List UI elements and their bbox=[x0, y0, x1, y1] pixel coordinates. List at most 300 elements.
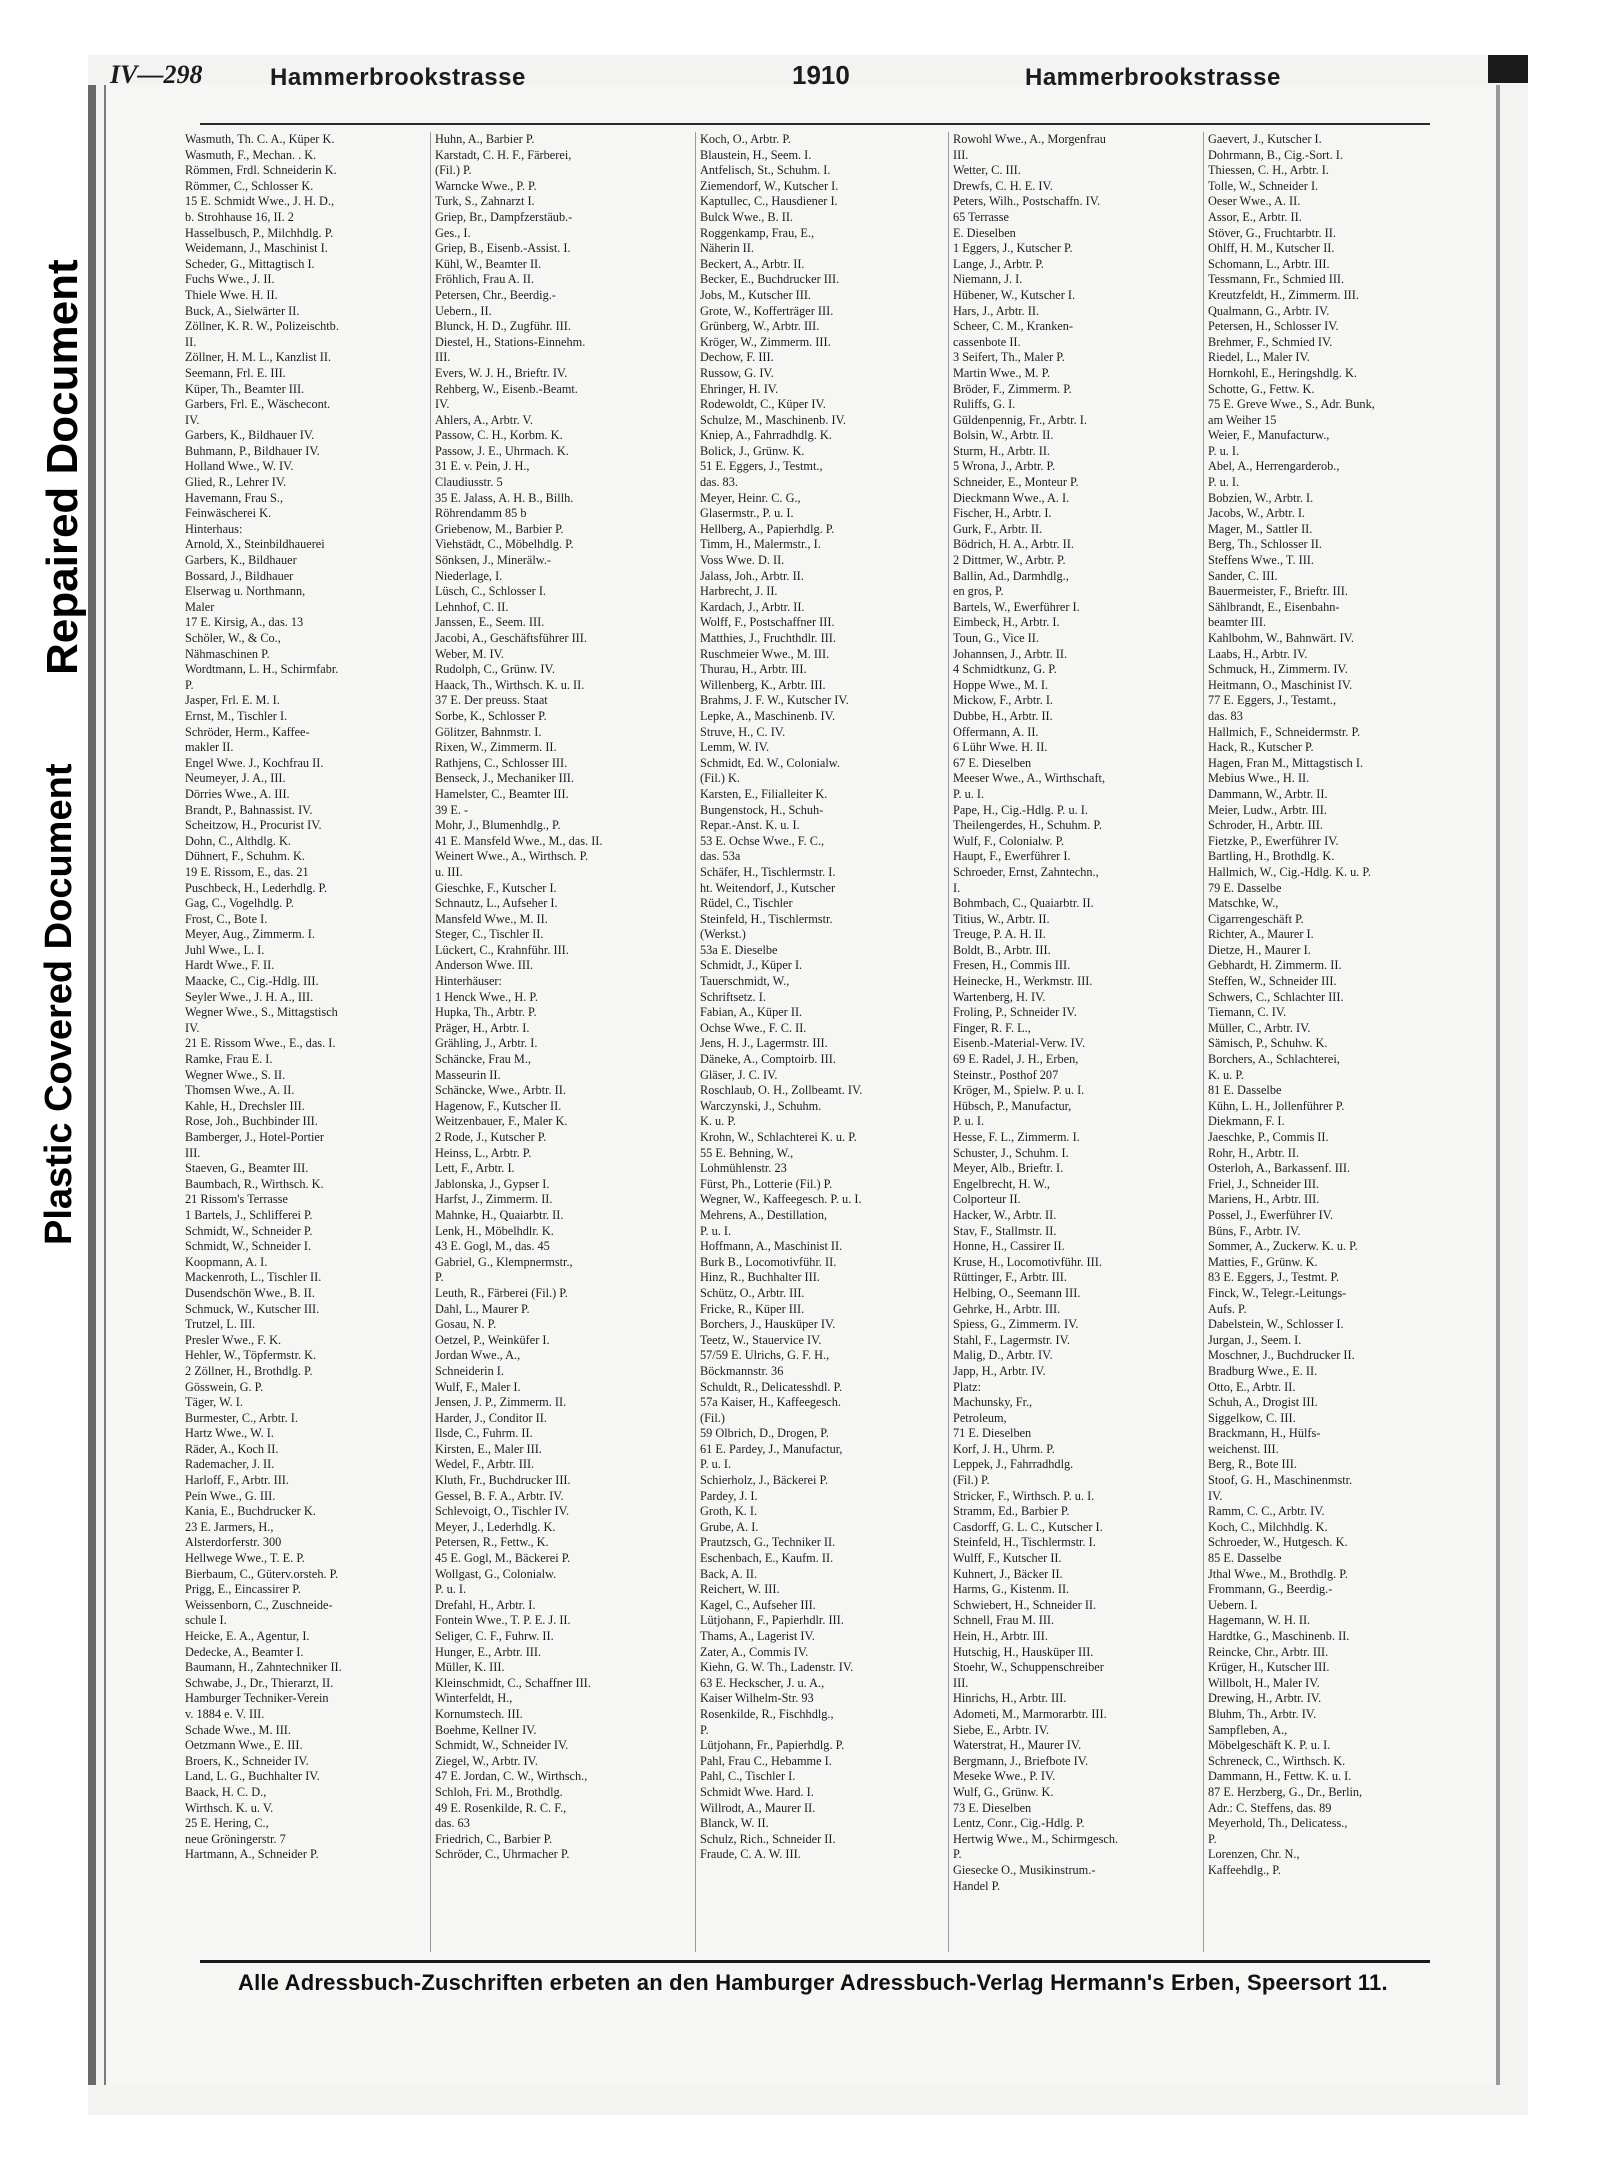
directory-entry-line: (Fil.) P. bbox=[953, 1473, 990, 1488]
directory-entry-line: Bröder, F., Zimmerm. P. bbox=[953, 381, 1072, 396]
directory-entry-line: weichenst. III. bbox=[1208, 1441, 1279, 1456]
directory-entry-line: Meyerhold, Th., Delicatess., bbox=[1208, 1816, 1348, 1831]
directory-entry-line: Benseck, J., Mechaniker III. bbox=[435, 771, 574, 786]
directory-entry-line: Dietze, H., Maurer I. bbox=[1208, 942, 1311, 957]
directory-entry-line: Willrodt, A., Maurer II. bbox=[700, 1800, 816, 1815]
directory-entry-line: Maler bbox=[185, 599, 215, 614]
directory-entry-line: Drewfs, C. H. E. IV. bbox=[953, 178, 1053, 193]
directory-entry-line: Giesecke O., Musikinstrum.- bbox=[953, 1862, 1096, 1877]
directory-entry-line: Bluhm, Th., Arbtr. IV. bbox=[1208, 1706, 1317, 1721]
directory-entry-line: Küper, Th., Beamter III. bbox=[185, 381, 305, 396]
directory-entry-line: 87 E. Herzberg, G., Dr., Berlin, bbox=[1208, 1784, 1363, 1799]
directory-entry-line: Hertwig Wwe., M., Schirmgesch. bbox=[953, 1831, 1119, 1846]
directory-entry-line: Sturm, H., Arbtr. II. bbox=[953, 443, 1051, 458]
directory-entry-line: Holland Wwe., W. IV. bbox=[185, 459, 294, 474]
directory-entry-line: Böckmannstr. 36 bbox=[700, 1363, 784, 1378]
directory-entry-line: Dieckmann Wwe., A. I. bbox=[953, 490, 1070, 505]
directory-entry-line: Schulze, M., Maschinenb. IV. bbox=[700, 412, 846, 427]
directory-entry-line: 51 E. Eggers, J., Testmt., bbox=[700, 459, 823, 474]
directory-entry-line: Heitmann, O., Maschinist IV. bbox=[1208, 677, 1353, 692]
directory-entry-line: Evers, W. J. H., Brieftr. IV. bbox=[435, 365, 568, 380]
directory-entry-line: Schmidt, W., Schneider IV. bbox=[435, 1738, 569, 1753]
directory-entry-line: Schwabe, J., Dr., Thierarzt, II. bbox=[185, 1675, 334, 1690]
directory-entry-line: Jensen, J. P., Zimmerm. II. bbox=[435, 1395, 567, 1410]
directory-entry-line: Harfst, J., Zimmerm. II. bbox=[435, 1192, 553, 1207]
street-heading-left: Hammerbrookstrasse bbox=[270, 64, 526, 91]
directory-entry-line: Puschbeck, H., Lederhdlg. P. bbox=[185, 880, 328, 895]
directory-entry-line: v. 1884 e. V. III. bbox=[185, 1706, 265, 1721]
directory-entry-line: Hornkohl, E., Heringshdlg. K. bbox=[1208, 365, 1357, 380]
directory-entry-line: Bauermeister, F., Brieftr. III. bbox=[1208, 584, 1348, 599]
directory-entry-line: Schomann, L., Arbtr. III. bbox=[1208, 256, 1330, 271]
directory-entry-line: Scheer, C. M., Kranken- bbox=[953, 319, 1074, 334]
directory-entry-line: Abel, A., Herrengarderob., bbox=[1208, 459, 1340, 474]
directory-entry-line: Bödrich, H. A., Arbtr. II. bbox=[953, 537, 1074, 552]
publisher-footer: Alle Adressbuch-Zuschriften erbeten an den Hamburger Adressbuch-Verlag Hermann's Erben, Speersort 11. bbox=[238, 1970, 1388, 1995]
directory-entry-line: Friel, J., Schneider III. bbox=[1208, 1176, 1319, 1191]
directory-entry-line: Scheitzow, H., Procurist IV. bbox=[185, 818, 322, 833]
directory-entry-line: Jalass, Joh., Arbtr. II. bbox=[700, 568, 804, 583]
directory-entry-line: Bergmann, J., Briefbote IV. bbox=[953, 1753, 1089, 1768]
directory-entry-line: Kaiser Wilhelm-Str. 93 bbox=[700, 1691, 814, 1706]
directory-entry-line: Wegner Wwe., S., Mittagstisch bbox=[185, 1005, 338, 1020]
directory-entry-line: Jordan Wwe., A., bbox=[435, 1348, 521, 1363]
directory-entry-line: Fabian, A., Küper II. bbox=[700, 1005, 803, 1020]
directory-entry-line: Moschner, J., Buchdrucker II. bbox=[1208, 1348, 1355, 1363]
directory-entry-line: P. bbox=[435, 1270, 444, 1285]
directory-entry-line: 61 E. Pardey, J., Manufactur, bbox=[700, 1441, 843, 1456]
directory-entry-line: Schroder, H., Arbtr. III. bbox=[1208, 818, 1323, 833]
directory-entry-line: Buhmann, P., Bildhauer IV. bbox=[185, 443, 320, 458]
directory-entry-line: Kaffeehdlg., P. bbox=[1208, 1862, 1281, 1877]
directory-entry-line: Rüdel, C., Tischler bbox=[700, 896, 793, 911]
directory-entry-line: Blunck, H. D., Zugführ. III. bbox=[435, 319, 571, 334]
directory-entry-line: Baumann, H., Zahntechniker II. bbox=[185, 1660, 342, 1675]
directory-entry-line: Blaustein, H., Seem. I. bbox=[700, 147, 812, 162]
directory-entry-line: Steger, C., Tischler II. bbox=[435, 927, 544, 942]
directory-entry-line: Sander, C. III. bbox=[1208, 568, 1278, 583]
directory-entry-line: Schlevoigt, O., Tischler IV. bbox=[435, 1504, 570, 1519]
directory-entry-line: 35 E. Jalass, A. H. B., Billh. bbox=[435, 490, 574, 505]
directory-entry-line: Schnautz, L., Aufseher I. bbox=[435, 896, 558, 911]
directory-entry-line: Matthies, J., Fruchthdlr. III. bbox=[700, 631, 836, 645]
directory-entry-line: K. u. P. bbox=[1208, 1067, 1244, 1082]
directory-entry-line: Beckert, A., Arbtr. II. bbox=[700, 256, 805, 271]
directory-entry-line: Casdorff, G. L. C., Kutscher I. bbox=[953, 1519, 1103, 1534]
directory-entry-line: Lentz, Conr., Cig.-Hdlg. P. bbox=[953, 1816, 1085, 1831]
directory-entry-line: Hübener, W., Kutscher I. bbox=[953, 287, 1076, 302]
directory-entry-line: Gabriel, G., Klempnermstr., bbox=[435, 1254, 573, 1269]
directory-entry-line: Weidemann, J., Maschinist I. bbox=[185, 241, 328, 256]
footer-rule bbox=[200, 1960, 1430, 1963]
directory-entry-line: Präger, H., Arbtr. I. bbox=[435, 1020, 530, 1035]
directory-entry-line: Schäfer, H., Tischlermstr. I. bbox=[700, 864, 836, 879]
directory-entry-line: III. bbox=[953, 1675, 969, 1690]
directory-entry-line: Machunsky, Fr., bbox=[953, 1395, 1033, 1410]
directory-entry-line: Hinterhaus: bbox=[185, 521, 243, 536]
directory-entry-line: Berg, R., Bote III. bbox=[1208, 1457, 1297, 1472]
directory-entry-line: 79 E. Dasselbe bbox=[1208, 880, 1282, 895]
directory-entry-line: Lenk, H., Möbelhdlr. K. bbox=[435, 1223, 554, 1238]
directory-entry-line: Korf, J. H., Uhrm. P. bbox=[953, 1441, 1055, 1456]
directory-entry-line: Tessmann, Fr., Schmied III. bbox=[1208, 272, 1345, 287]
repaired-document-label: Repaired Document bbox=[38, 259, 87, 675]
directory-entry-line: Seliger, C. F., Fuhrw. II. bbox=[435, 1629, 554, 1643]
directory-entry-line: Kirsten, E., Maler III. bbox=[435, 1441, 542, 1456]
directory-entry-line: Lange, J., Arbtr. P. bbox=[953, 256, 1044, 271]
directory-entry-line: Aufs. P. bbox=[1208, 1301, 1247, 1316]
directory-entry-line: Gosau, N. P. bbox=[435, 1317, 497, 1332]
header-rule bbox=[200, 123, 1430, 125]
directory-entry-line: Hesse, F. L., Zimmerm. I. bbox=[953, 1130, 1080, 1144]
directory-entry-line: Buck, A., Sielwärter II. bbox=[185, 303, 300, 318]
directory-entry-line: Hamelster, C., Beamter III. bbox=[435, 786, 569, 801]
directory-entry-line: Brackmann, H., Hülfs- bbox=[1208, 1426, 1321, 1441]
column-divider bbox=[695, 132, 696, 1952]
directory-entry-line: 59 Olbrich, D., Drogen, P. bbox=[700, 1426, 829, 1441]
directory-entry-line: Timm, H., Malermstr., I. bbox=[700, 537, 821, 552]
directory-entry-line: 55 E. Behning, W., bbox=[700, 1145, 794, 1160]
directory-entry-line: 57a Kaiser, H., Kaffeegesch. bbox=[700, 1395, 841, 1410]
page-header bbox=[110, 60, 1440, 110]
directory-entry-line: Reichert, W. III. bbox=[700, 1582, 780, 1597]
directory-entry-line: Grünberg, W., Arbtr. III. bbox=[700, 319, 820, 334]
directory-entry-line: Gläser, J. C. IV. bbox=[700, 1067, 778, 1082]
directory-entry-line: Heinss, L., Arbtr. P. bbox=[435, 1145, 532, 1160]
directory-entry-line: Willenberg, K., Arbtr. III. bbox=[700, 677, 826, 692]
directory-entry-line: Dabelstein, W., Schlosser I. bbox=[1208, 1317, 1344, 1332]
directory-entry-line: Neumeyer, J. A., III. bbox=[185, 771, 286, 786]
directory-entry-line: 83 E. Eggers, J., Testmt. P. bbox=[1208, 1270, 1340, 1285]
directory-entry-line: Kardach, J., Arbtr. II. bbox=[700, 599, 805, 614]
directory-entry-line: Garbers, Frl. E., Wäschecont. bbox=[185, 397, 331, 412]
directory-entry-line: Colporteur II. bbox=[953, 1192, 1021, 1207]
directory-entry-line: Möbelgeschäft K. P. u. I. bbox=[1208, 1738, 1331, 1753]
directory-entry-line: Platz: bbox=[953, 1379, 982, 1394]
directory-entry-line: Sählbrandt, E., Eisenbahn- bbox=[1208, 599, 1340, 614]
directory-entry-line: Schütz, O., Arbtr. III. bbox=[700, 1285, 805, 1300]
directory-entry-line: Wasmuth, F., Mechan. . K. bbox=[185, 147, 317, 162]
directory-entry-line: b. Strohhause 16, II. 2 bbox=[185, 209, 294, 224]
directory-entry-line: (Fil.) bbox=[700, 1410, 725, 1425]
directory-entry-line: Ruliffs, G. I. bbox=[953, 397, 1016, 412]
directory-entry-line: Feinwäscherei K. bbox=[185, 506, 272, 521]
directory-entry-line: 47 E. Jordan, C. W., Wirthsch., bbox=[435, 1769, 588, 1784]
directory-entry-line: Rohr, H., Arbtr. II. bbox=[1208, 1145, 1300, 1160]
directory-entry-line: Ruschmeier Wwe., M. III. bbox=[700, 646, 830, 661]
directory-entry-line: neue Gröningerstr. 7 bbox=[185, 1831, 286, 1846]
directory-entry-line: II. bbox=[185, 334, 197, 349]
directory-entry-line: Bolick, J., Grünw. K. bbox=[700, 443, 805, 458]
directory-entry-line: Gösswein, G. P. bbox=[185, 1379, 264, 1394]
directory-entry-line: Prigg, E., Eincassirer P. bbox=[185, 1582, 301, 1597]
directory-entry-line: Engelbrecht, H. W., bbox=[953, 1176, 1050, 1191]
directory-entry-line: Garbers, K., Bildhauer bbox=[185, 553, 297, 568]
directory-entry-line: Schuh, A., Drogist III. bbox=[1208, 1395, 1318, 1410]
directory-entry-line: Bradburg Wwe., E. II. bbox=[1208, 1363, 1318, 1378]
plastic-covered-label: Plastic Covered Document bbox=[38, 763, 80, 1245]
directory-entry-line: Hehler, W., Töpfermstr. K. bbox=[185, 1348, 317, 1363]
directory-entry-line: Seyler Wwe., J. H. A., III. bbox=[185, 989, 314, 1004]
directory-entry-line: Eisenb.-Material-Verw. IV. bbox=[953, 1036, 1086, 1051]
directory-entry-line: Masseurin II. bbox=[435, 1067, 501, 1082]
directory-entry-line: Hinz, R., Buchhalter III. bbox=[700, 1270, 820, 1285]
directory-entry-line: 4 Schmidtkunz, G. P. bbox=[953, 662, 1057, 677]
year-heading: 1910 bbox=[792, 60, 850, 90]
directory-entry-line: Kröger, M., Spielw. P. u. I. bbox=[953, 1083, 1085, 1098]
directory-entry-line: Hinrichs, H., Arbtr. III. bbox=[953, 1691, 1067, 1706]
directory-entry-line: Jens, H. J., Lagermstr. III. bbox=[700, 1036, 828, 1051]
directory-entry-line: Zöllner, K. R. W., Polizeischtb. bbox=[185, 319, 339, 334]
directory-entry-line: Alsterdorferstr. 300 bbox=[185, 1535, 282, 1550]
directory-entry-line: Meyer, Alb., Brieftr. I. bbox=[953, 1161, 1064, 1176]
directory-entry-line: Lehnhof, C. II. bbox=[435, 599, 509, 614]
directory-entry-line: Ramke, Frau E. I. bbox=[185, 1052, 273, 1067]
directory-entry-line: Rehberg, W., Eisenb.-Beamt. bbox=[435, 381, 578, 396]
directory-entry-line: Titius, W., Arbtr. II. bbox=[953, 911, 1050, 926]
directory-entry-line: Fraude, C. A. W. III. bbox=[700, 1847, 801, 1862]
directory-entry-line: Bamberger, J., Hotel-Portier bbox=[185, 1130, 324, 1144]
directory-entry-line: Osterloh, A., Barkassenf. III. bbox=[1208, 1161, 1351, 1176]
directory-entry-line: Pahl, Frau C., Hebamme I. bbox=[700, 1753, 832, 1768]
directory-entry-line: Wulf, F., Colonialw. P. bbox=[953, 833, 1065, 848]
directory-entry-line: Martin Wwe., M. P. bbox=[953, 365, 1051, 380]
directory-entry-line: Ballin, Ad., Darmhdlg., bbox=[953, 568, 1069, 583]
directory-entry-line: Rüttinger, F., Arbtr. III. bbox=[953, 1270, 1067, 1285]
directory-entry-line: Bartels, W., Ewerführer I. bbox=[953, 599, 1080, 614]
directory-entry-line: Krüger, H., Kutscher III. bbox=[1208, 1660, 1330, 1675]
directory-entry-line: 43 E. Gogl, M., das. 45 bbox=[435, 1239, 550, 1254]
directory-entry-line: Tolle, W., Schneider I. bbox=[1208, 178, 1319, 193]
directory-entry-line: Ohlff, H. M., Kutscher II. bbox=[1208, 241, 1335, 256]
directory-entry-line: Bossard, J., Bildhauer bbox=[185, 568, 294, 583]
directory-entry-line: Hoppe Wwe., M. I. bbox=[953, 677, 1049, 692]
directory-entry-line: Gurk, F., Arbtr. II. bbox=[953, 521, 1043, 536]
directory-entry-line: Schroeder, Ernst, Zahntechn., bbox=[953, 864, 1099, 879]
directory-entry-line: Rudolph, C., Grünw. IV. bbox=[435, 662, 555, 677]
directory-entry-line: P. u. I. bbox=[700, 1223, 732, 1238]
directory-entry-line: Leppek, J., Fahrradhdlg. bbox=[953, 1457, 1074, 1472]
directory-entry-line: 2 Rode, J., Kutscher P. bbox=[435, 1130, 547, 1144]
street-heading-right: Hammerbrookstrasse bbox=[1025, 64, 1281, 91]
directory-entry-line: Mebius Wwe., H. II. bbox=[1208, 771, 1310, 786]
directory-entry-line: Hars, J., Arbtr. II. bbox=[953, 303, 1040, 318]
directory-entry-line: Johannsen, J., Arbtr. II. bbox=[953, 646, 1068, 661]
directory-entry-line: Röhrendamm 85 b bbox=[435, 506, 527, 521]
directory-entry-line: Meyer, Aug., Zimmerm. I. bbox=[185, 927, 315, 942]
directory-entry-line: Spiess, G., Zimmerm. IV. bbox=[953, 1317, 1079, 1332]
directory-entry-line: Mickow, F., Arbtr. I. bbox=[953, 693, 1054, 708]
directory-entry-line: Reincke, Chr., Arbtr. III. bbox=[1208, 1644, 1329, 1659]
directory-entry-line: Steinfeld, H., Tischlermstr. I. bbox=[953, 1535, 1096, 1550]
directory-entry-line: Willbolt, H., Maler IV. bbox=[1208, 1675, 1320, 1690]
directory-entry-line: Thomsen Wwe., A. II. bbox=[185, 1083, 295, 1098]
directory-entry-line: Rademacher, J. II. bbox=[185, 1457, 275, 1472]
directory-entry-line: Ernst, M., Tischler I. bbox=[185, 708, 288, 723]
directory-entry-line: Wulff, F., Kutscher II. bbox=[953, 1551, 1062, 1566]
directory-entry-line: P. u. I. bbox=[700, 1457, 732, 1472]
directory-entry-line: Meyer, Heinr. C. G., bbox=[700, 490, 801, 505]
directory-entry-line: Müller, K. III. bbox=[435, 1660, 505, 1675]
directory-entry-line: Griep, Br., Dampfzerstäub.- bbox=[435, 209, 573, 224]
directory-entry-line: Kreutzfeldt, H., Zimmerm. III. bbox=[1208, 287, 1359, 302]
directory-entry-line: Dammann, W., Arbtr. II. bbox=[1208, 786, 1328, 801]
directory-entry-line: Koch, O., Arbtr. P. bbox=[700, 132, 791, 146]
directory-entry-line: E. Dieselben bbox=[953, 225, 1016, 240]
directory-entry-line: Finger, R. F. L., bbox=[953, 1020, 1031, 1035]
directory-entry-line: Fricke, R., Küper III. bbox=[700, 1301, 805, 1316]
directory-entry-line: K. u. P. bbox=[700, 1114, 736, 1129]
directory-entry-line: Uebern., II. bbox=[435, 303, 492, 318]
directory-entry-line: Lett, F., Arbtr. I. bbox=[435, 1161, 515, 1176]
directory-entry-line: 65 Terrasse bbox=[953, 209, 1009, 224]
directory-entry-line: Garbers, K., Bildhauer IV. bbox=[185, 428, 315, 443]
directory-entry-line: P. bbox=[953, 1847, 962, 1862]
directory-entry-line: 23 E. Jarmers, H., bbox=[185, 1519, 274, 1534]
directory-entry-line: Schäncke, Wwe., Arbtr. II. bbox=[435, 1083, 566, 1098]
directory-entry-line: Jablonska, J., Gypser I. bbox=[435, 1176, 550, 1191]
directory-entry-line: beamter III. bbox=[1208, 615, 1267, 630]
directory-entry-line: Kiehn, G. W. Th., Ladenstr. IV. bbox=[700, 1660, 854, 1675]
directory-entry-line: 1 Eggers, J., Kutscher P. bbox=[953, 241, 1073, 256]
directory-entry-line: Matschke, W., bbox=[1208, 896, 1279, 911]
directory-entry-line: Glasermstr., P. u. I. bbox=[700, 506, 794, 521]
directory-entry-line: Grote, W., Kofferträger III. bbox=[700, 303, 834, 318]
directory-entry-line: Müller, C., Arbtr. IV. bbox=[1208, 1020, 1311, 1035]
directory-entry-line: Cigarrengeschäft P. bbox=[1208, 911, 1304, 926]
directory-entry-line: Hinterhäuser: bbox=[435, 974, 502, 989]
directory-column-5 bbox=[1208, 132, 1436, 1883]
directory-entry-line: Zöllner, H. M. L., Kanzlist II. bbox=[185, 350, 332, 365]
directory-entry-line: Jurgan, J., Seem. I. bbox=[1208, 1332, 1302, 1347]
directory-entry-line: Staeven, G., Beamter III. bbox=[185, 1161, 309, 1176]
directory-entry-line: Anderson Wwe. III. bbox=[435, 958, 534, 973]
directory-entry-line: Lütjohann, F., Papierhdlr. III. bbox=[700, 1613, 844, 1628]
directory-entry-line: Dammann, H., Fettw. K. u. I. bbox=[1208, 1769, 1352, 1784]
directory-entry-line: das. 83 bbox=[1208, 708, 1243, 723]
directory-entry-line: Lemm, W. IV. bbox=[700, 740, 770, 755]
directory-entry-line: III. bbox=[953, 147, 969, 162]
directory-entry-line: Kluth, Fr., Buchdrucker III. bbox=[435, 1473, 571, 1488]
directory-entry-line: Hagenow, F., Kutscher II. bbox=[435, 1098, 562, 1113]
directory-entry-line: Ilsde, C., Fuhrm. II. bbox=[435, 1426, 533, 1441]
directory-entry-line: Näherin II. bbox=[700, 241, 754, 256]
directory-entry-line: Schneider, E., Monteur P. bbox=[953, 475, 1079, 490]
directory-entry-line: Bulck Wwe., B. II. bbox=[700, 209, 794, 224]
directory-entry-line: Hutschig, H., Hausküper III. bbox=[953, 1644, 1094, 1659]
directory-entry-line: Waterstrat, H., Maurer IV. bbox=[953, 1738, 1082, 1753]
directory-entry-line: Kleinschmidt, C., Schaffner III. bbox=[435, 1675, 591, 1690]
directory-entry-line: Meseke Wwe., P. IV. bbox=[953, 1769, 1056, 1784]
directory-entry-line: Weier, F., Manufacturw., bbox=[1208, 428, 1330, 443]
directory-entry-line: Dubbe, H., Arbtr. II. bbox=[953, 708, 1053, 723]
directory-entry-line: Güldenpennig, Fr., Arbtr. I. bbox=[953, 412, 1087, 427]
directory-entry-line: Schäncke, Frau M., bbox=[435, 1052, 531, 1067]
directory-entry-line: Stoehr, W., Schuppenschreiber bbox=[953, 1660, 1104, 1675]
directory-entry-line: Bartling, H., Brothdlg. K. bbox=[1208, 849, 1335, 864]
directory-entry-line: Jaeschke, P., Commis II. bbox=[1208, 1130, 1329, 1144]
directory-entry-line: Ahlers, A., Arbtr. V. bbox=[435, 412, 533, 427]
directory-entry-line: Schröder, Herm., Kaffee- bbox=[185, 724, 310, 739]
directory-entry-line: Hellwege Wwe., T. E. P. bbox=[185, 1551, 305, 1566]
directory-entry-line: Peters, Wilh., Postschaffn. IV. bbox=[953, 194, 1101, 209]
directory-entry-line: 41 E. Mansfeld Wwe., M., das. II. bbox=[435, 833, 603, 848]
directory-entry-line: 17 E. Kirsig, A., das. 13 bbox=[185, 615, 304, 630]
directory-entry-line: 69 E. Radel, J. H., Erben, bbox=[953, 1052, 1079, 1067]
directory-entry-line: Räder, A., Koch II. bbox=[185, 1441, 279, 1456]
directory-entry-line: Leuth, R., Färberei (Fil.) P. bbox=[435, 1285, 568, 1300]
directory-entry-line: Lückert, C., Krahnführ. III. bbox=[435, 942, 569, 957]
directory-entry-line: Gaevert, J., Kutscher I. bbox=[1208, 132, 1322, 146]
directory-entry-line: Riedel, L., Maler IV. bbox=[1208, 350, 1310, 365]
directory-entry-line: Uebern. I. bbox=[1208, 1597, 1258, 1612]
directory-entry-line: Rose, Joh., Buchbinder III. bbox=[185, 1114, 318, 1129]
directory-entry-line: Schuldt, R., Delicatesshdl. P. bbox=[700, 1379, 843, 1394]
directory-entry-line: Sorbe, K., Schlosser P. bbox=[435, 708, 547, 723]
directory-entry-line: IV. bbox=[435, 397, 450, 412]
directory-entry-line: Warczynski, J., Schuhm. bbox=[700, 1098, 822, 1113]
directory-entry-line: Pein Wwe., G. III. bbox=[185, 1488, 276, 1503]
directory-entry-line: Koch, C., Milchhdlg. K. bbox=[1208, 1519, 1328, 1534]
directory-entry-line: P. u. I. bbox=[953, 1114, 985, 1129]
directory-entry-line: 57/59 E. Ulrichs, G. F. H., bbox=[700, 1348, 830, 1363]
directory-entry-line: Rixen, W., Zimmerm. II. bbox=[435, 740, 557, 755]
directory-entry-line: Mehrens, A., Destillation, bbox=[700, 1207, 828, 1222]
directory-entry-line: Diekmann, F. I. bbox=[1208, 1114, 1285, 1129]
directory-entry-line: Dohn, C., Althdlg. K. bbox=[185, 833, 291, 848]
directory-entry-line: Oetzmann Wwe., E. III. bbox=[185, 1738, 303, 1753]
directory-entry-line: 2 Dittmer, W., Arbtr. P. bbox=[953, 553, 1066, 568]
directory-entry-line: Eimbeck, H., Arbtr. I. bbox=[953, 615, 1060, 630]
directory-entry-line: Lohmühlenstr. 23 bbox=[700, 1161, 787, 1176]
directory-entry-line: Teetz, W., Stauervice IV. bbox=[700, 1332, 822, 1347]
directory-entry-line: Sämisch, P., Schuhw. K. bbox=[1208, 1036, 1328, 1051]
directory-entry-line: Schwiebert, H., Schneider II. bbox=[953, 1597, 1097, 1612]
directory-entry-line: Karstadt, C. H. F., Färberei, bbox=[435, 147, 572, 162]
directory-entry-line: Schroeder, W., Hutgesch. K. bbox=[1208, 1535, 1348, 1550]
directory-entry-line: Schriftsetz. I. bbox=[700, 989, 766, 1004]
directory-entry-line: Dahl, L., Maurer P. bbox=[435, 1301, 530, 1316]
directory-entry-line: IV. bbox=[1208, 1488, 1223, 1503]
directory-entry-line: Jacobs, W., Arbtr. I. bbox=[1208, 506, 1306, 521]
directory-entry-line: Fuchs Wwe., J. II. bbox=[185, 272, 275, 287]
directory-entry-line: III. bbox=[185, 1145, 201, 1160]
directory-entry-line: 5 Wrona, J., Arbtr. P. bbox=[953, 459, 1056, 474]
directory-entry-line: Adr.: C. Steffens, das. 89 bbox=[1208, 1800, 1332, 1815]
directory-entry-line: Helbing, O., Seemann III. bbox=[953, 1285, 1081, 1300]
directory-entry-line: Stramm, Ed., Barbier P. bbox=[953, 1504, 1070, 1519]
directory-entry-line: Schmuck, H., Zimmerm. IV. bbox=[1208, 662, 1348, 677]
directory-entry-line: 25 E. Hering, C., bbox=[185, 1816, 269, 1831]
directory-entry-line: das. 83. bbox=[700, 475, 738, 490]
directory-entry-line: Diestel, H., Stations-Einnehm. bbox=[435, 334, 586, 349]
directory-entry-line: Kania, E., Buchdrucker K. bbox=[185, 1504, 316, 1519]
directory-entry-line: Schulz, Rich., Schneider II. bbox=[700, 1831, 836, 1846]
directory-entry-line: Griebenow, M., Barbier P. bbox=[435, 521, 564, 536]
directory-entry-line: Winterfeldt, H., bbox=[435, 1691, 513, 1706]
directory-entry-line: Hartz Wwe., W. I. bbox=[185, 1426, 274, 1441]
directory-entry-line: Sönksen, J., Minerälw.- bbox=[435, 553, 552, 568]
directory-entry-line: Dedecke, A., Beamter I. bbox=[185, 1644, 304, 1659]
directory-entry-line: Mahnke, H., Quaiarbtr. II. bbox=[435, 1207, 564, 1222]
directory-entry-line: Trutzel, L. III. bbox=[185, 1317, 256, 1332]
directory-entry-line: Finck, W., Telegr.-Leitungs- bbox=[1208, 1285, 1347, 1300]
directory-entry-line: 53a E. Dieselbe bbox=[700, 942, 778, 957]
directory-entry-line: (Fil.) P. bbox=[435, 163, 472, 178]
directory-entry-line: Römmen, Frdl. Schneiderin K. bbox=[185, 163, 337, 178]
directory-entry-line: Wolff, F., Postschaffner III. bbox=[700, 615, 835, 630]
directory-entry-line: Fietzke, P., Ewerführer IV. bbox=[1208, 833, 1339, 848]
